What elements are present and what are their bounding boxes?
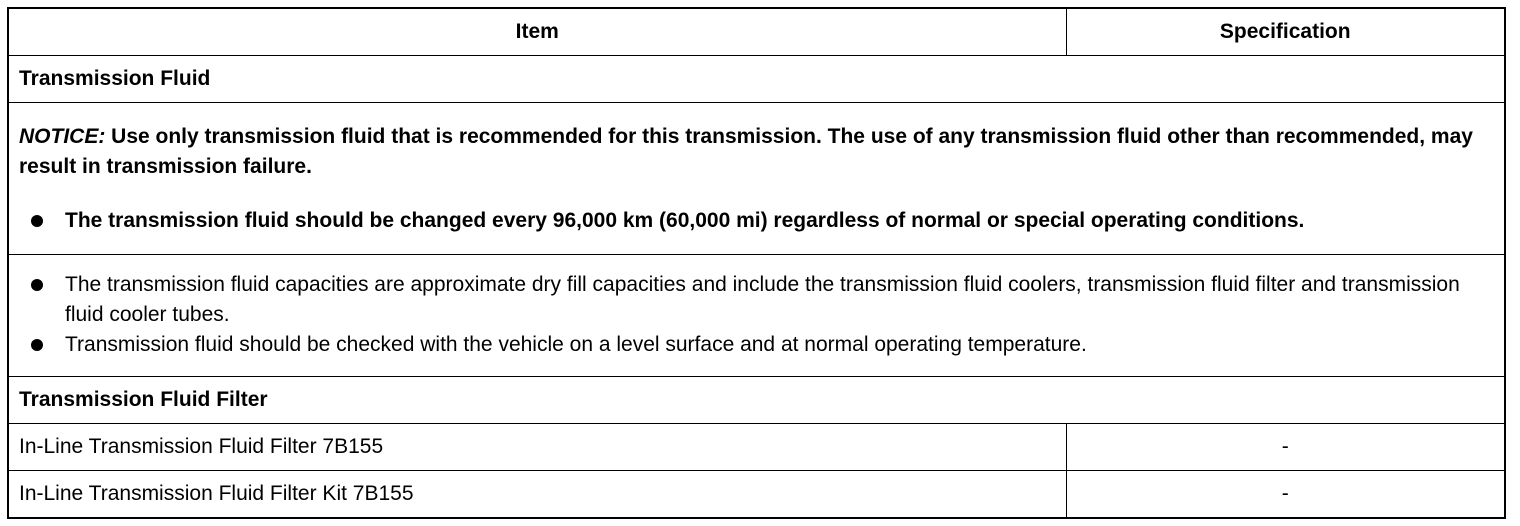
info-cell bbox=[8, 254, 1505, 376]
list-item: Transmission fluid should be checked with the vehicle on a level surface and at normal operating temperature. bbox=[19, 330, 1494, 360]
header-item: Item bbox=[8, 8, 1066, 56]
part-item-cell: In-Line Transmission Fluid Filter 7B155 bbox=[8, 424, 1066, 471]
header-specification: Specification bbox=[1066, 8, 1505, 56]
table-row bbox=[8, 471, 1505, 519]
list-item: The transmission fluid capacities are approximate dry fill capacities and include the transmission fluid coolers, transmission fluid filter and transmission fluid cooler tubes. bbox=[19, 270, 1494, 330]
section-row-transmission-fluid bbox=[8, 56, 1505, 103]
part-item-cell: In-Line Transmission Fluid Filter Kit 7B155 bbox=[8, 471, 1066, 519]
notice-label: NOTICE: bbox=[19, 125, 106, 149]
info-row bbox=[8, 254, 1505, 376]
notice-paragraph bbox=[19, 122, 1494, 182]
part-spec-cell: - bbox=[1066, 424, 1505, 471]
notice-bullet-list bbox=[19, 206, 1494, 236]
notice-text: Use only transmission fluid that is recommended for this transmission. The use of any transmission fluid other than recommended, may result in transmission failure. bbox=[19, 125, 1473, 179]
section-row-transmission-fluid-filter bbox=[8, 377, 1505, 424]
section-title: Transmission Fluid Filter bbox=[8, 377, 1505, 424]
notice-row bbox=[8, 103, 1505, 255]
specification-table bbox=[7, 7, 1506, 519]
part-spec-cell: - bbox=[1066, 471, 1505, 519]
list-item: The transmission fluid should be changed every 96,000 km (60,000 mi) regardless of normal or special operating conditions. bbox=[19, 206, 1494, 236]
table-row bbox=[8, 424, 1505, 471]
table-header-row bbox=[8, 8, 1505, 56]
notice-cell bbox=[8, 103, 1505, 255]
info-bullet-list bbox=[19, 270, 1494, 360]
section-title: Transmission Fluid bbox=[8, 56, 1505, 103]
